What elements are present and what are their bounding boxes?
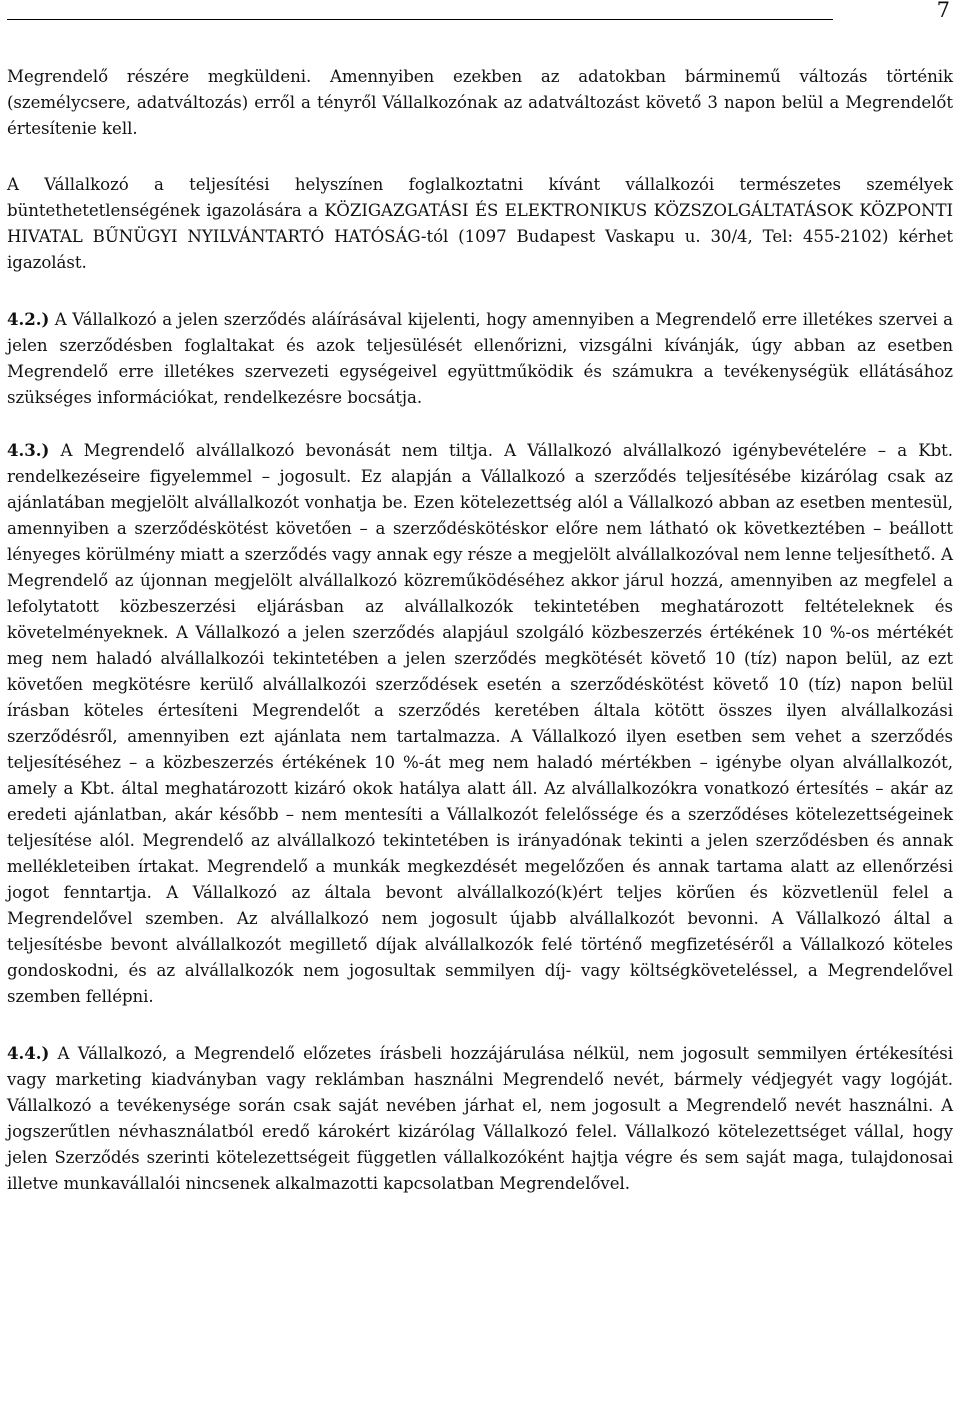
header-rule — [7, 19, 833, 20]
body-text — [7, 64, 953, 1197]
paragraph-4-3 — [7, 437, 953, 1010]
section-number: 4.3.) — [7, 440, 50, 460]
paragraph-text: A Megrendelő alvállalkozó bevonását nem tiltja. A Vállalkozó alvállalkozó igénybevételére – a Kbt. rendelkezéseire figyelemmel – jogosult. Ez alapján a Vállalkozó a szerződés teljesítésébe kizárólag csak az ajánlatában megjelölt alvállalkozót vonhatja be. Ezen kötelezettség alól a Vállalkozó abban az esetben mentesül, amennyiben a szerződéskötést követően – a szerződéskötéskor előre nem látható ok következtében – beállott lényeges körülmény miatt a szerződés vagy annak egy része a megjelölt alvállalkozóval nem lenne teljesíthető. A Megrendelő az újonnan megjelölt alvállalkozó közreműködéséhez akkor járul hozzá, amennyiben az megfelel a lefolytatott közbeszerzési eljárásban az alvállalkozók tekintetében meghatározott feltételeknek és követelményeknek. A Vállalkozó a jelen szerződés alapjául szolgáló közbeszerzés értékének 10 %-os mértékét meg nem haladó alvállalkozói tekintetében a jelen szerződés megkötését követő 10 (tíz) napon belül, az ezt követően megkötésre kerülő alvállalkozói szerződések esetén a szerződéskötést követő 10 (tíz) napon belül írásban köteles értesíteni Megrendelőt a szerződés keretében általa kötött összes ilyen alvállalkozási szerződésről, amennyiben ezt ajánlata nem tartalmazza. A Vállalkozó ilyen esetben sem vehet a szerződés teljesítéséhez – a közbeszerzés értékének 10 %-át meg nem haladó mértékben – igénybe olyan alvállalkozót, amely a Kbt. által meghatározott kizáró okok hatálya alatt áll. Az alvállalkozókra vonatkozó értesítés – akár az eredeti ajánlatban, akár később – nem mentesíti a Vállalkozót felelőssége és a szerződéses kötelezettségeinek teljesítése alól. Megrendelő az alvállalkozó tekintetében is irányadónak tekinti a jelen szerződésben és annak mellékleteiben írtakat. Megrendelő a munkák megkezdését megelőzően és annak tartama alatt az ellenőrzési jogot fenntartja. A Vállalkozó az általa bevont alvállalkozó(k)ért teljes körűen és közvetlenül felel a Megrendelővel szemben. Az alvállalkozó nem jogosult újabb alvállalkozót bevonni. A Vállalkozó által a teljesítésbe bevont alvállalkozót megillető díjak alvállalkozók felé történő megfizetéséről a Vállalkozó köteles gondoskodni, és az alvállalkozók nem jogosultak semmilyen díj- vagy költségköveteléssel, a Megrendelővel szemben fellépni. — [7, 441, 954, 1006]
paragraph-text: Megrendelő részére megküldeni. Amennyiben ezekben az adatokban bárminemű változás történik (személycsere, adatváltozás) erről a tényről Vállalkozónak az adatváltozást követő 3 napon belül a Megrendelőt értesítenie kell. — [7, 67, 953, 138]
paragraph-4-4 — [7, 1040, 953, 1197]
paragraph-continuation — [7, 64, 953, 142]
paragraph-text: A Vállalkozó a jelen szerződés aláírásával kijelenti, hogy amennyiben a Megrendelő erre illetékes szervei a jelen szerződésben foglaltakat és azok teljesülését ellenőrizni, vizsgálni kívánják, úgy abban az esetben Megrendelő erre illetékes szervezeti egységeivel együttműködik és számukra a tevékenységük ellátásához szükséges információkat, rendelkezésre bocsátja. — [7, 310, 953, 407]
section-number: 4.2.) — [7, 309, 50, 329]
paragraph-text: A Vállalkozó a teljesítési helyszínen foglalkoztatni kívánt vállalkozói természetes személyek büntethetetlenségének igazolására a KÖZIGAZGATÁSI ÉS ELEKTRONIKUS KÖZSZOLGÁLTATÁSOK KÖZPONTI HIVATAL BŰNÜGYI NYILVÁNTARTÓ HATÓSÁG-tól (1097 Budapest Vaskapu u. 30/4, Tel: 455-2102) kérhet igazolást. — [7, 175, 953, 272]
paragraph-criminal-record — [7, 172, 953, 276]
section-number: 4.4.) — [7, 1043, 50, 1063]
page-number: 7 — [936, 0, 950, 22]
paragraph-text: A Vállalkozó, a Megrendelő előzetes írásbeli hozzájárulása nélkül, nem jogosult semmilyen értékesítési vagy marketing kiadványban vagy reklámban használni Megrendelő nevét, bármely védjegyét vagy logóját. Vállalkozó a tevékenysége során csak saját nevében járhat el, nem jogosult a Megrendelő nevét használni. A jogszerűtlen névhasználatból eredő károkért kizárólag Vállalkozó felel. Vállalkozó kötelezettséget vállal, hogy jelen Szerződés szerinti kötelezettségeit független vállalkozóként hajtja végre és sem saját maga, tulajdonosai illetve munkavállalói nincsenek alkalmazotti kapcsolatban Megrendelővel. — [7, 1044, 954, 1193]
paragraph-4-2 — [7, 306, 953, 411]
